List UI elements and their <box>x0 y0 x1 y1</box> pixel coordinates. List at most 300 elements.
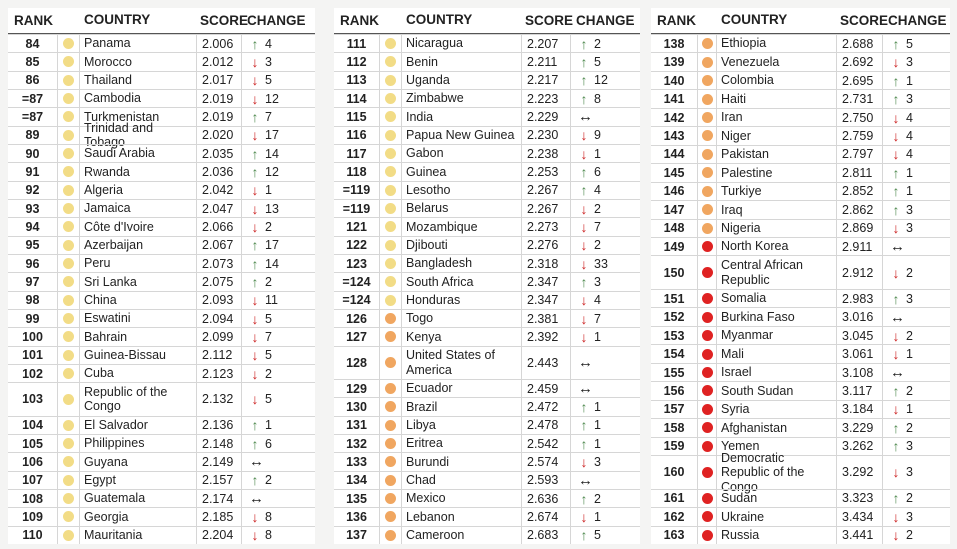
country-cell: Benin <box>402 53 522 70</box>
arrow-up-icon: ↑ <box>892 419 900 436</box>
score-cell: 3.117 <box>837 382 883 399</box>
change-cell <box>571 273 640 290</box>
level-dot-icon <box>63 111 74 122</box>
rank-cell: 158 <box>651 419 698 436</box>
level-dot-cell <box>58 453 80 470</box>
level-dot-cell <box>58 292 80 309</box>
arrow-down-icon: ↓ <box>892 264 900 281</box>
arrow-up-icon: ↑ <box>580 182 588 199</box>
rank-cell: 90 <box>8 145 58 162</box>
rank-cell: 108 <box>8 490 58 507</box>
level-dot-cell <box>380 453 402 470</box>
country-cell: Philippines <box>80 435 197 452</box>
score-cell: 2.347 <box>522 292 571 309</box>
score-cell: 2.099 <box>197 328 242 345</box>
change-value: 1 <box>265 183 272 198</box>
score-cell: 2.112 <box>197 347 242 364</box>
change-value: 1 <box>906 165 913 180</box>
country-cell: India <box>402 108 522 125</box>
level-dot-icon <box>385 357 396 368</box>
level-dot-cell <box>698 527 717 544</box>
country-cell: Cameroon <box>402 527 522 544</box>
level-dot-icon <box>63 38 74 49</box>
rank-cell: 118 <box>334 163 380 180</box>
rank-cell: 91 <box>8 163 58 180</box>
rank-cell: 112 <box>334 53 380 70</box>
table-row <box>8 181 315 199</box>
rank-cell: 162 <box>651 508 698 525</box>
level-dot-cell <box>58 328 80 345</box>
arrow-up-icon: ↑ <box>251 273 259 290</box>
table-row <box>334 397 640 415</box>
table-row <box>334 34 640 52</box>
change-cell <box>242 453 315 470</box>
country-cell: Egypt <box>80 472 197 489</box>
change-value: 4 <box>906 110 913 125</box>
score-cell: 2.459 <box>522 380 571 397</box>
score-cell: 2.185 <box>197 508 242 525</box>
score-cell: 2.267 <box>522 200 571 217</box>
level-dot-icon <box>702 75 713 86</box>
rank-cell: 86 <box>8 72 58 89</box>
score-cell: 2.443 <box>522 347 571 379</box>
rank-cell: 132 <box>334 435 380 452</box>
header-rank: RANK <box>14 13 53 28</box>
change-cell <box>571 200 640 217</box>
table-row <box>334 327 640 345</box>
score-cell: 2.006 <box>197 35 242 52</box>
change-value: 12 <box>265 164 279 179</box>
level-dot-icon <box>702 385 713 396</box>
rank-cell: 105 <box>8 435 58 452</box>
table-row <box>8 452 315 470</box>
arrow-up-icon: ↑ <box>580 53 588 70</box>
level-dot-icon <box>702 186 713 197</box>
country-cell: Burkina Faso <box>717 308 837 325</box>
score-cell: 2.019 <box>197 108 242 125</box>
change-value: 3 <box>265 54 272 69</box>
level-dot-icon <box>702 511 713 522</box>
score-cell: 2.223 <box>522 90 571 107</box>
level-dot-cell <box>58 527 80 544</box>
level-dot-icon <box>385 331 396 342</box>
change-cell <box>242 53 315 70</box>
arrow-up-icon: ↑ <box>251 108 259 125</box>
arrow-down-icon: ↓ <box>251 182 259 199</box>
header-score: SCORE <box>525 13 574 28</box>
level-dot-cell <box>58 72 80 89</box>
rank-cell: 92 <box>8 182 58 199</box>
rank-cell: 101 <box>8 347 58 364</box>
score-cell: 2.066 <box>197 218 242 235</box>
change-value: 3 <box>906 202 913 217</box>
level-dot-icon <box>63 456 74 467</box>
rank-cell: 140 <box>651 72 698 89</box>
score-cell: 2.636 <box>522 490 571 507</box>
change-value: 1 <box>906 402 913 417</box>
table-row <box>651 344 950 362</box>
change-value: 2 <box>594 238 601 253</box>
level-dot-cell <box>58 490 80 507</box>
level-dot-icon <box>385 221 396 232</box>
arrow-up-icon: ↑ <box>580 398 588 415</box>
level-dot-icon <box>63 258 74 269</box>
country-cell: Uganda <box>402 72 522 89</box>
country-cell: Turkiye <box>717 183 837 200</box>
rank-cell: 154 <box>651 345 698 362</box>
country-cell: Cambodia <box>80 90 197 107</box>
arrow-down-icon: ↓ <box>892 464 900 481</box>
table-row <box>8 120 315 150</box>
table-row <box>8 526 315 544</box>
table-row <box>334 52 640 70</box>
level-dot-cell <box>58 255 80 272</box>
score-cell: 2.036 <box>197 163 242 180</box>
change-cell <box>571 347 640 379</box>
table-row <box>8 89 315 107</box>
level-dot-cell <box>380 472 402 489</box>
table-header <box>8 8 315 34</box>
table-row <box>334 489 640 507</box>
country-cell: Belarus <box>402 200 522 217</box>
country-cell: Libya <box>402 417 522 434</box>
arrow-up-icon: ↑ <box>892 490 900 507</box>
arrow-both-icon: ↔ <box>890 364 905 382</box>
rank-cell: 113 <box>334 72 380 89</box>
table-row <box>651 400 950 418</box>
level-dot-cell <box>58 182 80 199</box>
level-dot-cell <box>58 127 80 144</box>
arrow-up-icon: ↑ <box>892 201 900 218</box>
table-row <box>651 200 950 218</box>
country-cell: Chad <box>402 472 522 489</box>
arrow-down-icon: ↓ <box>892 127 900 144</box>
arrow-both-icon: ↔ <box>890 308 905 326</box>
table-row <box>651 255 950 289</box>
change-cell <box>242 273 315 290</box>
change-value: 1 <box>265 418 272 433</box>
country-cell: Honduras <box>402 292 522 309</box>
level-dot-cell <box>380 490 402 507</box>
level-dot-icon <box>385 313 396 324</box>
level-dot-icon <box>702 422 713 433</box>
level-dot-cell <box>380 417 402 434</box>
level-dot-icon <box>702 441 713 452</box>
score-cell: 2.012 <box>197 53 242 70</box>
level-dot-cell <box>698 290 717 307</box>
change-value: 3 <box>594 454 601 469</box>
rank-cell: 160 <box>651 456 698 489</box>
country-cell: Iraq <box>717 201 837 218</box>
country-cell: Ukraine <box>717 508 837 525</box>
arrow-down-icon: ↓ <box>251 200 259 217</box>
table-row <box>334 272 640 290</box>
table-row <box>651 182 950 200</box>
arrow-both-icon: ↔ <box>578 380 593 398</box>
arrow-down-icon: ↓ <box>580 237 588 254</box>
rank-cell: 133 <box>334 453 380 470</box>
change-cell <box>571 127 640 144</box>
arrow-down-icon: ↓ <box>251 218 259 235</box>
level-dot-icon <box>385 511 396 522</box>
change-cell <box>571 255 640 272</box>
country-cell: Mali <box>717 345 837 362</box>
level-dot-icon <box>63 130 74 141</box>
level-dot-icon <box>63 368 74 379</box>
table-row <box>8 71 315 89</box>
country-cell: Bangladesh <box>402 255 522 272</box>
level-dot-cell <box>698 146 717 163</box>
level-dot-cell <box>58 273 80 290</box>
rank-cell: 123 <box>334 255 380 272</box>
rank-cell: 152 <box>651 308 698 325</box>
rank-cell: 155 <box>651 364 698 381</box>
change-value: 7 <box>594 311 601 326</box>
table-row <box>8 217 315 235</box>
change-cell <box>571 453 640 470</box>
level-dot-icon <box>63 331 74 342</box>
change-value: 8 <box>265 528 272 543</box>
country-cell: Georgia <box>80 508 197 525</box>
country-cell: United States of America <box>402 347 522 379</box>
change-value: 1 <box>594 436 601 451</box>
level-dot-icon <box>63 185 74 196</box>
rank-cell: 159 <box>651 438 698 455</box>
header-score: SCORE <box>840 13 889 28</box>
level-dot-icon <box>385 258 396 269</box>
score-cell: 3.262 <box>837 438 883 455</box>
score-cell: 2.047 <box>197 200 242 217</box>
arrow-up-icon: ↑ <box>251 35 259 52</box>
score-cell: 2.276 <box>522 237 571 254</box>
level-dot-cell <box>380 108 402 125</box>
level-dot-cell <box>380 380 402 397</box>
country-cell: Rwanda <box>80 163 197 180</box>
level-dot-icon <box>385 203 396 214</box>
country-cell: Myanmar <box>717 327 837 344</box>
level-dot-icon <box>63 221 74 232</box>
level-dot-cell <box>698 109 717 126</box>
country-cell: Panama <box>80 35 197 52</box>
table-row <box>334 107 640 125</box>
rank-cell: 161 <box>651 490 698 507</box>
arrow-both-icon: ↔ <box>578 471 593 489</box>
change-value: 3 <box>906 55 913 70</box>
country-cell: Togo <box>402 310 522 327</box>
rank-cell: 141 <box>651 90 698 107</box>
level-dot-cell <box>58 472 80 489</box>
change-value: 2 <box>906 383 913 398</box>
table-header <box>651 8 950 34</box>
score-cell: 3.434 <box>837 508 883 525</box>
rank-cell: 95 <box>8 237 58 254</box>
table-row <box>8 34 315 52</box>
change-value: 2 <box>906 420 913 435</box>
change-value: 4 <box>906 147 913 162</box>
table-row <box>334 526 640 544</box>
rank-cell: 84 <box>8 35 58 52</box>
score-cell: 3.323 <box>837 490 883 507</box>
level-dot-icon <box>385 295 396 306</box>
country-cell: Algeria <box>80 182 197 199</box>
change-cell <box>242 347 315 364</box>
score-cell: 2.253 <box>522 163 571 180</box>
score-cell: 2.674 <box>522 508 571 525</box>
level-dot-cell <box>698 456 717 489</box>
level-dot-icon <box>385 240 396 251</box>
level-dot-cell <box>380 273 402 290</box>
score-cell: 2.123 <box>197 365 242 382</box>
change-cell <box>883 419 950 436</box>
arrow-down-icon: ↓ <box>251 365 259 382</box>
score-cell: 2.217 <box>522 72 571 89</box>
rank-cell: 126 <box>334 310 380 327</box>
level-dot-icon <box>702 293 713 304</box>
table-row <box>334 254 640 272</box>
change-value: 1 <box>906 73 913 88</box>
arrow-up-icon: ↑ <box>580 35 588 52</box>
change-cell <box>883 308 950 325</box>
rank-cell: 135 <box>334 490 380 507</box>
table-row <box>651 526 950 544</box>
rank-cell: 114 <box>334 90 380 107</box>
arrow-up-icon: ↑ <box>251 255 259 272</box>
country-cell: Afghanistan <box>717 419 837 436</box>
table-row <box>334 126 640 144</box>
level-dot-icon <box>702 130 713 141</box>
country-cell: Central African Republic <box>717 256 837 289</box>
rank-cell: 103 <box>8 383 58 415</box>
table-row <box>651 489 950 507</box>
level-dot-cell <box>698 438 717 455</box>
country-cell: Guinea-Bissau <box>80 347 197 364</box>
table-row <box>651 307 950 325</box>
level-dot-cell <box>380 90 402 107</box>
table-row <box>334 379 640 397</box>
change-cell <box>571 237 640 254</box>
change-cell <box>242 417 315 434</box>
level-dot-cell <box>698 90 717 107</box>
level-dot-icon <box>63 75 74 86</box>
change-cell <box>242 328 315 345</box>
score-cell: 2.211 <box>522 53 571 70</box>
change-value: 8 <box>265 509 272 524</box>
rank-cell: 89 <box>8 127 58 144</box>
change-cell <box>242 237 315 254</box>
level-dot-cell <box>698 308 717 325</box>
rank-cell: 122 <box>334 237 380 254</box>
table-row <box>651 126 950 144</box>
country-cell: South Africa <box>402 273 522 290</box>
table-row <box>8 254 315 272</box>
change-value: 3 <box>906 291 913 306</box>
change-cell <box>883 164 950 181</box>
rank-cell: 117 <box>334 145 380 162</box>
table-row <box>651 219 950 237</box>
score-cell: 2.093 <box>197 292 242 309</box>
score-cell: 2.852 <box>837 183 883 200</box>
table-row <box>8 236 315 254</box>
change-value: 4 <box>906 128 913 143</box>
level-dot-cell <box>698 401 717 418</box>
level-dot-icon <box>385 383 396 394</box>
table-row <box>334 199 640 217</box>
arrow-up-icon: ↑ <box>580 417 588 434</box>
level-dot-icon <box>63 148 74 159</box>
rank-cell: =87 <box>8 90 58 107</box>
level-dot-cell <box>380 163 402 180</box>
level-dot-cell <box>698 345 717 362</box>
arrow-down-icon: ↓ <box>580 453 588 470</box>
rank-cell: 129 <box>334 380 380 397</box>
table-row <box>8 162 315 180</box>
change-value: 5 <box>594 54 601 69</box>
header-score: SCORE <box>200 13 249 28</box>
change-cell <box>242 527 315 544</box>
change-cell <box>242 292 315 309</box>
arrow-down-icon: ↓ <box>580 145 588 162</box>
level-dot-cell <box>58 237 80 254</box>
score-cell: 2.075 <box>197 273 242 290</box>
level-dot-cell <box>58 310 80 327</box>
change-cell <box>883 508 950 525</box>
change-value: 3 <box>906 509 913 524</box>
change-value: 3 <box>906 439 913 454</box>
country-cell: Bahrain <box>80 328 197 345</box>
country-cell: Israel <box>717 364 837 381</box>
table-row <box>8 327 315 345</box>
change-cell <box>571 108 640 125</box>
arrow-up-icon: ↑ <box>580 163 588 180</box>
arrow-up-icon: ↑ <box>251 163 259 180</box>
level-dot-icon <box>385 530 396 541</box>
level-dot-cell <box>380 72 402 89</box>
change-value: 6 <box>265 436 272 451</box>
level-dot-icon <box>702 367 713 378</box>
score-cell: 2.020 <box>197 127 242 144</box>
level-dot-icon <box>63 394 74 405</box>
change-cell <box>571 72 640 89</box>
rank-cell: 163 <box>651 527 698 544</box>
score-cell: 3.016 <box>837 308 883 325</box>
table-row <box>334 162 640 180</box>
level-dot-icon <box>702 57 713 68</box>
rank-cell: 148 <box>651 220 698 237</box>
score-cell: 2.094 <box>197 310 242 327</box>
country-cell: Ecuador <box>402 380 522 397</box>
panel-3 <box>651 8 950 544</box>
score-cell: 2.204 <box>197 527 242 544</box>
score-cell: 2.174 <box>197 490 242 507</box>
change-value: 1 <box>594 418 601 433</box>
score-cell: 2.811 <box>837 164 883 181</box>
score-cell: 2.692 <box>837 53 883 70</box>
arrow-down-icon: ↓ <box>580 127 588 144</box>
score-cell: 2.157 <box>197 472 242 489</box>
country-cell: Eritrea <box>402 435 522 452</box>
change-cell <box>242 163 315 180</box>
panel-1 <box>8 8 315 544</box>
rank-cell: 146 <box>651 183 698 200</box>
score-cell: 2.797 <box>837 146 883 163</box>
change-cell <box>883 238 950 255</box>
score-cell: 2.207 <box>522 35 571 52</box>
level-dot-icon <box>702 112 713 123</box>
country-cell: Guinea <box>402 163 522 180</box>
rank-cell: 102 <box>8 365 58 382</box>
change-value: 4 <box>265 36 272 51</box>
arrow-down-icon: ↓ <box>892 146 900 163</box>
